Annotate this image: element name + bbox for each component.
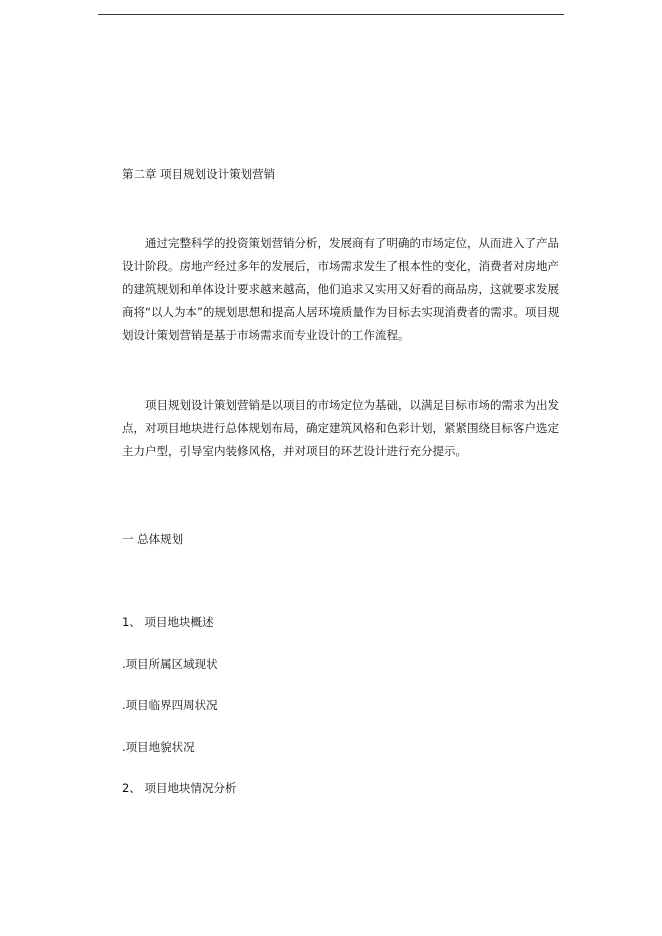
section-heading: 一 总体规划 — [122, 532, 184, 546]
outline-item: .项目所属区域现状 — [122, 657, 218, 671]
outline-item: .项目临界四周状况 — [122, 698, 218, 712]
intro-paragraph: 通过完整科学的投资策划营销分析，发展商有了明确的市场定位，从而进入了产品设计阶段。房地产经过多年的发展后，市场需求发生了根本性的变化，消费者对房地产的建筑规划和单体设计要求越来越高，他们追求又实用又好看的商品房，这就要求发展商将“以人为本”的规划思想和提高人居环境质量作为目标去实现消费者的需求。项目规划设计策划营销是基于市场需求而专业设计的工作流程。 — [122, 236, 560, 342]
outline-item: .项目地貌状况 — [122, 740, 195, 754]
body-paragraph: 项目规划设计策划营销是以项目的市场定位为基础，以满足目标市场的需求为出发点，对项目地块进行总体规划布局，确定建筑风格和色彩计划，紧紧围绕目标客户选定主力户型，引导室内装修风格，并对项目的环艺设计进行充分提示。 — [122, 398, 559, 458]
chapter-title: 第二章 项目规划设计策划营销 — [122, 167, 276, 181]
header-rule — [98, 14, 564, 15]
outline-item: 2、 项目地块情况分析 — [122, 781, 237, 795]
outline-item: 1、 项目地块概述 — [122, 615, 214, 629]
